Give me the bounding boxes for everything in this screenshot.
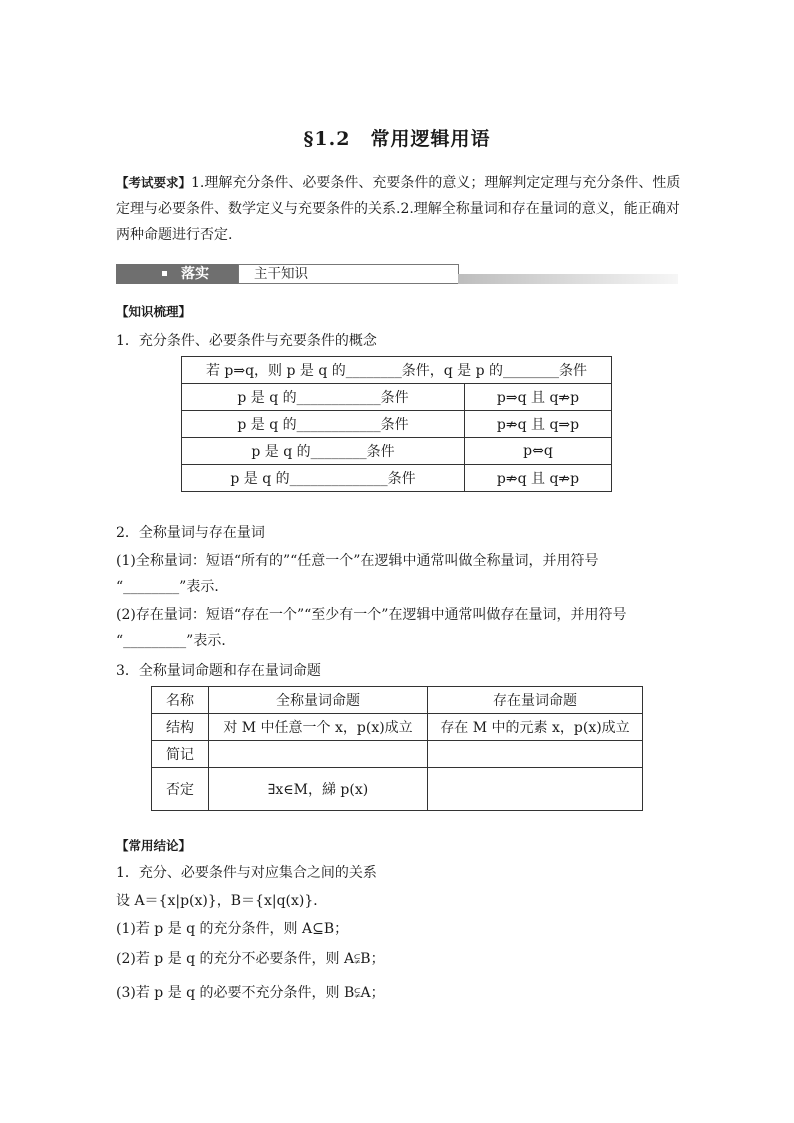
conclusion-1-1: (1)若 p 是 q 的充分条件，则 A⊆B； — [116, 921, 349, 937]
page-title: §1.2 常用逻辑用语 — [303, 128, 491, 150]
item-3: 3．全称量词命题和存在量词命题 — [116, 663, 321, 679]
quantifier-table — [151, 686, 643, 811]
table1-header: 若 p⇒q，则 p 是 q 的________条件，q 是 p 的________条件 — [182, 357, 612, 384]
table1-cell: p 是 q 的______________条件 — [182, 465, 465, 492]
banner-dark-label: 落实 — [181, 266, 209, 282]
conclusion-1-3: (3)若 p 是 q 的必要不充分条件，则 B⫋A； — [116, 985, 385, 1001]
table1-cell: p 是 q 的________条件 — [182, 438, 465, 465]
table2-cell — [209, 741, 428, 768]
item-1: 1．充分条件、必要条件与充要条件的概念 — [116, 333, 377, 349]
table2-header: 名称 — [152, 687, 209, 714]
table2-cell: 简记 — [152, 741, 209, 768]
exam-requirements — [116, 170, 681, 248]
item-2: 2．全称量词与存在量词 — [116, 525, 265, 541]
section-conclusions: 【常用结论】 — [116, 838, 192, 853]
section-banner — [116, 264, 678, 286]
table2-header: 全称量词命题 — [209, 687, 428, 714]
table2-cell: 否定 — [152, 768, 209, 811]
table2-cell: ∃x∈M，綈 p(x) — [209, 768, 428, 811]
section-knowledge: 【知识梳理】 — [116, 304, 192, 319]
table2-cell — [428, 741, 643, 768]
item-2-1a: (1)全称量词：短语“所有的”“任意一个”在逻辑中通常叫做全称量词，并用符号 — [116, 553, 599, 569]
table2-header: 存在量词命题 — [428, 687, 643, 714]
item-2-2b: “_________”表示． — [116, 633, 236, 649]
table1-cell: p⇒q 且 q⇏p — [465, 384, 612, 411]
banner-gradient-bar — [458, 274, 678, 284]
item-2-2a: (2)存在量词：短语“存在一个”“至少有一个”在逻辑中通常叫做存在量词，并用符号 — [116, 607, 627, 623]
table1-cell: p 是 q 的____________条件 — [182, 384, 465, 411]
table1-cell: p⇏q 且 q⇒p — [465, 411, 612, 438]
banner-light: 主干知识 — [238, 264, 459, 284]
conditions-table — [181, 356, 612, 492]
table1-cell: p⇏q 且 q⇏p — [465, 465, 612, 492]
square-bullet-icon — [162, 271, 167, 276]
table2-cell: 对 M 中任意一个 x，p(x)成立 — [209, 714, 428, 741]
table1-cell: p⇔q — [465, 438, 612, 465]
requirements-text: 1.理解充分条件、必要条件、充要条件的意义；理解判定定理与充分条件、性质定理与必要条件、数学定义与充要条件的关系.2.理解全称量词和存在量词的意义，能正确对两种命题进行否定. — [116, 175, 681, 243]
conclusion-1: 1．充分、必要条件与对应集合之间的关系 — [116, 865, 377, 881]
table2-cell — [428, 768, 643, 811]
table2-cell: 结构 — [152, 714, 209, 741]
conclusion-1-2: (2)若 p 是 q 的充分不必要条件，则 A⫋B； — [116, 951, 385, 967]
conclusion-set-def: 设 A＝{x|p(x)}，B＝{x|q(x)}． — [116, 893, 328, 909]
table2-cell: 存在 M 中的元素 x，p(x)成立 — [428, 714, 643, 741]
banner-dark — [116, 264, 238, 284]
requirements-tag: 【考试要求】 — [116, 175, 192, 190]
item-2-1b: “________”表示． — [116, 579, 229, 595]
table1-cell: p 是 q 的____________条件 — [182, 411, 465, 438]
